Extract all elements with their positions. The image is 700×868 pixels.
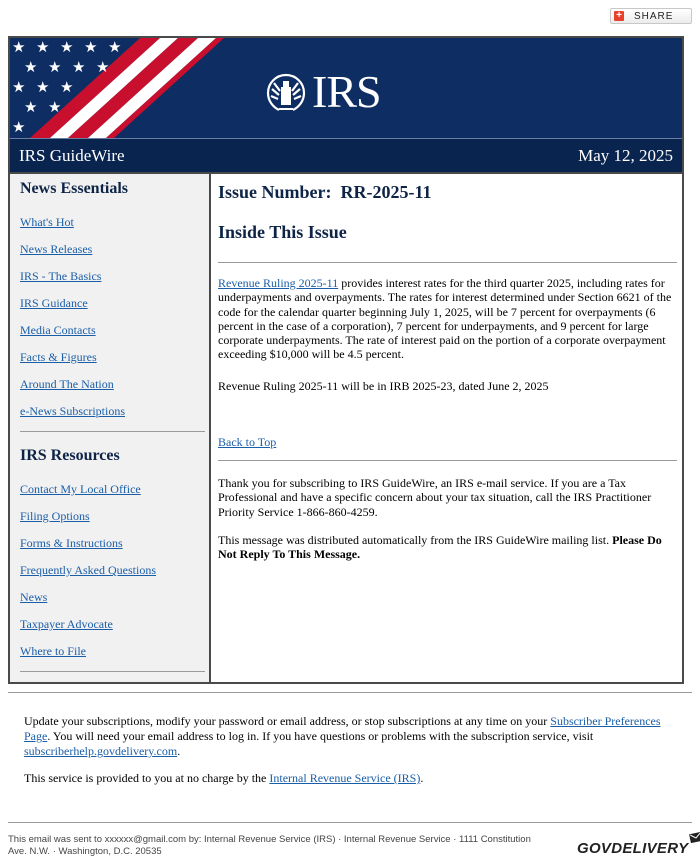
irs-eagle-icon xyxy=(264,71,308,113)
irs-resources-heading: IRS Resources xyxy=(20,447,120,464)
news-essentials-heading: News Essentials xyxy=(20,180,129,197)
subscription-text: . xyxy=(177,744,181,758)
issue-date: May 12, 2025 xyxy=(578,146,673,165)
sidebar-item-news-releases[interactable]: News Releases xyxy=(20,242,93,256)
sidebar-item-where-to-file[interactable]: Where to File xyxy=(20,644,86,658)
svg-text:★: ★ xyxy=(36,38,50,56)
svg-text:★: ★ xyxy=(96,58,110,76)
sidebar-item-irs-basics[interactable]: IRS - The Basics xyxy=(20,269,102,283)
svg-text:★: ★ xyxy=(36,78,50,96)
no-reply-notice: Please Do Not Reply To This Message. xyxy=(218,533,662,562)
svg-text:★: ★ xyxy=(24,98,38,116)
svg-text:★: ★ xyxy=(84,38,98,56)
svg-text:★: ★ xyxy=(48,58,62,76)
sidebar-divider xyxy=(20,671,205,672)
ruling-text: provides interest rates for the third quarter 2025, including rates for underpayments and overpayments. The rates for interest determined under Section 6621 of the code for the calendar quarter beginning July 1, 2025, will be 7 percent for overpayments (6 percent in the case of a corporation), 7 percent for underpayments, and 9 percent for large corporate underpayments. The rate of interest paid on the portion of a corporate overpayment exceeding $10,000 will be 4.5 percent. xyxy=(218,276,672,362)
content-divider xyxy=(218,460,677,461)
issue-number-heading xyxy=(218,182,432,203)
share-label: SHARE xyxy=(634,10,674,22)
legal-divider xyxy=(8,822,692,823)
sidebar-item-forms-instructions[interactable]: Forms & Instructions xyxy=(20,536,123,550)
govdelivery-logo xyxy=(577,832,700,857)
main-content xyxy=(211,172,682,682)
sidebar-item-filing-options[interactable]: Filing Options xyxy=(20,509,90,523)
svg-text:★: ★ xyxy=(48,98,62,116)
sidebar-item-faq[interactable]: Frequently Asked Questions xyxy=(20,563,156,577)
svg-text:★: ★ xyxy=(60,78,74,96)
subscriber-preferences-link[interactable]: Subscriber Preferences Page xyxy=(24,714,661,743)
sidebar-item-irs-guidance[interactable]: IRS Guidance xyxy=(20,296,88,310)
share-button[interactable] xyxy=(610,8,692,24)
svg-text:★: ★ xyxy=(72,58,86,76)
sidebar xyxy=(10,172,211,682)
footer-divider xyxy=(8,692,692,693)
sidebar-item-media-contacts[interactable]: Media Contacts xyxy=(20,323,96,337)
svg-text:★: ★ xyxy=(108,38,122,56)
sidebar-item-facts-figures[interactable]: Facts & Figures xyxy=(20,350,97,364)
sidebar-item-enews-subscriptions[interactable]: e-News Subscriptions xyxy=(20,404,125,418)
subscription-text: Update your subscriptions, modify your password or email address, or stop subscriptions at any time on your xyxy=(24,714,551,728)
sidebar-item-news[interactable]: News xyxy=(20,590,48,604)
distributed-text: This message was distributed automatically from the IRS GuideWire mailing list. xyxy=(218,533,613,547)
sidebar-divider xyxy=(20,431,205,432)
irs-banner xyxy=(10,38,682,138)
subscriber-help-link[interactable]: subscriberhelp.govdelivery.com xyxy=(24,744,178,758)
service-text: . xyxy=(420,771,424,785)
plus-icon: + xyxy=(614,11,624,21)
issue-number: RR-2025-11 xyxy=(340,182,432,202)
issue-label: Issue Number: xyxy=(218,182,332,202)
sidebar-item-taxpayer-advocate[interactable]: Taxpayer Advocate xyxy=(20,617,113,631)
revenue-ruling-link[interactable]: Revenue Ruling 2025-11 xyxy=(218,276,339,290)
irs-logo xyxy=(264,68,381,116)
svg-text:★: ★ xyxy=(60,38,74,56)
newsletter-frame xyxy=(8,36,684,684)
service-paragraph xyxy=(24,771,664,786)
svg-text:★: ★ xyxy=(12,118,26,136)
service-text: This service is provided to you at no charge by the xyxy=(24,771,270,785)
back-to-top-link[interactable]: Back to Top xyxy=(218,435,277,449)
svg-text:★: ★ xyxy=(24,58,38,76)
sidebar-item-around-nation[interactable]: Around The Nation xyxy=(20,377,114,391)
subscription-paragraph xyxy=(24,714,664,759)
subscription-text: . You will need your email address to log in. If you have questions or problems with the subscription service, visit xyxy=(47,729,594,743)
irs-wordmark: IRS xyxy=(312,66,381,117)
newsletter-name: IRS GuideWire xyxy=(19,146,125,165)
title-bar xyxy=(10,138,682,172)
inside-heading: Inside This Issue xyxy=(218,222,347,242)
flag-stripes-stars xyxy=(10,38,240,138)
sidebar-item-contact-local-office[interactable]: Contact My Local Office xyxy=(20,482,141,496)
distributed-paragraph xyxy=(218,533,676,562)
irb-text: Revenue Ruling 2025-11 will be in IRB 2025-23, dated June 2, 2025 xyxy=(218,379,549,393)
thanks-text: Thank you for subscribing to IRS GuideWire, an IRS e-mail service. If you are a Tax Professional and have a specific concern about your tax situation, call the IRS Practitioner Priority Service 1-866-860-4259. xyxy=(218,476,652,519)
sidebar-item-whats-hot[interactable]: What's Hot xyxy=(20,215,74,229)
envelope-icon xyxy=(689,832,700,844)
govdelivery-wordmark: GOVDELIVERY xyxy=(577,840,689,857)
irs-link[interactable]: Internal Revenue Service (IRS) xyxy=(269,771,421,785)
svg-text:★: ★ xyxy=(12,38,26,56)
content-divider xyxy=(218,262,677,263)
svg-text:★: ★ xyxy=(12,78,26,96)
legal-text: This email was sent to xxxxxx@gmail.com by: Internal Revenue Service (IRS) · Internal Revenue Service · 1111 Constitution Ave. N.W. · Washington, D.C. 20535 xyxy=(8,834,531,857)
ruling-paragraph xyxy=(218,276,676,362)
